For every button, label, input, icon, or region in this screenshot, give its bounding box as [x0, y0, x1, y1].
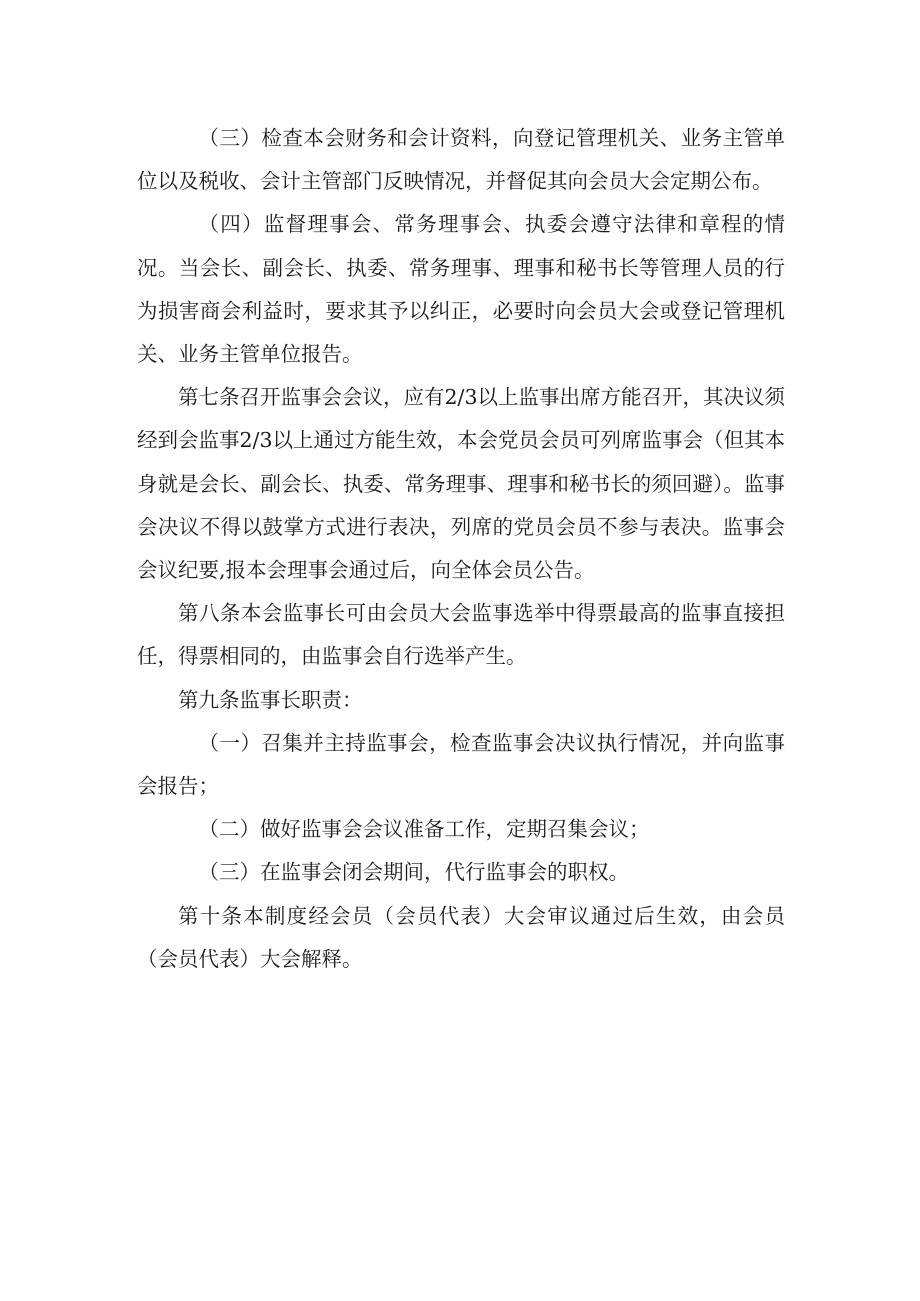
document-body	[137, 117, 785, 981]
article-9-item-2: （二）做好监事会会议准备工作，定期召集会议；	[198, 817, 650, 842]
article-9-item-1: （一）召集并主持监事会，检查监事会决议执行情况，并向监事会报告；	[137, 730, 785, 799]
article-9-item-3: （三）在监事会闭会期间，代行监事会的职权。	[198, 860, 629, 885]
article-7: 第七条召开监事会会议，应有2/3以上监事出席方能召开，其决议须经到会监事2/3以上通过方能生效，本会党员会员可列席监事会（但其本身就是会长、副会长、执委、常务理事、理事和秘书长的须回避）。监事会决议不得以鼓掌方式进行表决，列席的党员会员不参与表决。监事会会议纪要,报本会理事会通过后，向全体会员公告。	[137, 385, 785, 583]
paragraph-item-3: （三）检查本会财务和会计资料，向登记管理机关、业务主管单位以及税收、会计主管部门反映情况，并督促其向会员大会定期公布。	[137, 126, 785, 194]
article-9-heading: 第九条监事长职责：	[178, 687, 363, 712]
paragraph-item-4: （四）监督理事会、常务理事会、执委会遵守法律和章程的情况。当会长、副会长、执委、常务理事、理事和秘书长等管理人员的行为损害商会利益时，要求其予以纠正，必要时向会员大会或登记管理机关、业务主管单位报告。	[137, 212, 785, 367]
article-8: 第八条本会监事长可由会员大会监事选举中得票最高的监事直接担任，得票相同的，由监事会自行选举产生。	[137, 601, 785, 669]
article-10: 第十条本制度经会员（会员代表）大会审议通过后生效，由会员（会员代表）大会解释。	[137, 903, 785, 971]
